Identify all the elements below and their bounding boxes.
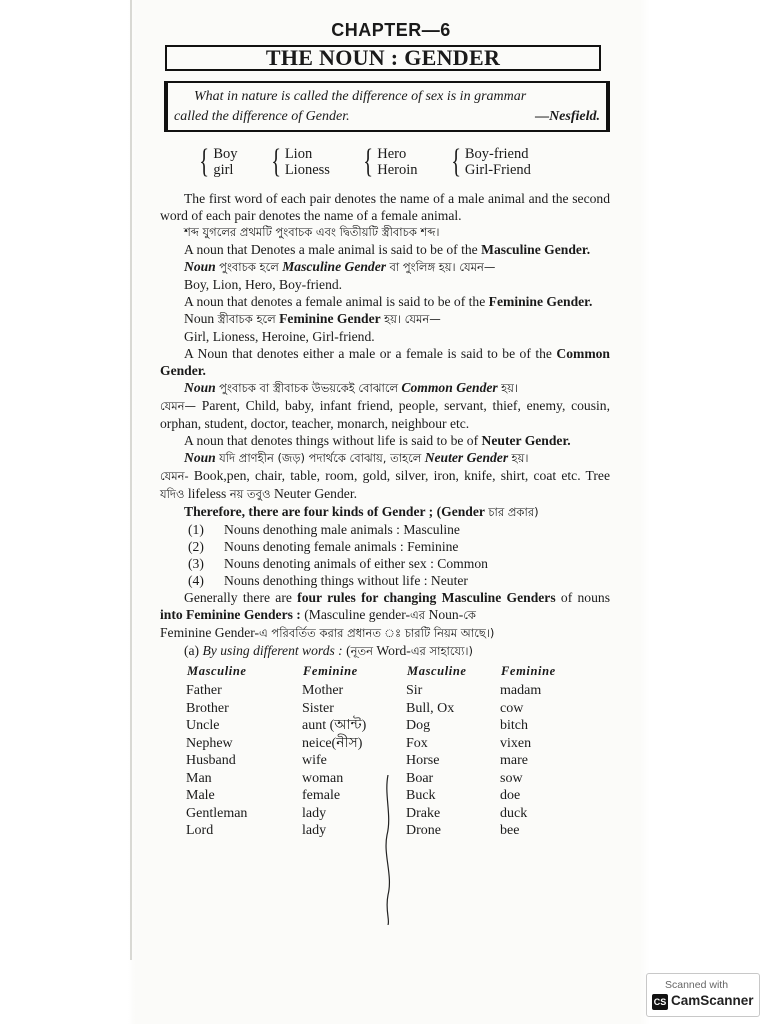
camscanner-logo-icon: CS bbox=[652, 994, 668, 1010]
table-cell: female bbox=[302, 788, 341, 803]
bengali-text: যেমন- bbox=[160, 469, 189, 483]
table-cell: Male bbox=[186, 788, 215, 803]
table-cell: aunt (আন্ট) bbox=[302, 718, 367, 733]
rule-a-heading bbox=[160, 642, 610, 660]
gender-kinds-list bbox=[188, 521, 610, 589]
table-cell: vixen bbox=[500, 735, 532, 751]
rules-text: Word- bbox=[373, 643, 411, 658]
watermark-caption: Scanned with bbox=[665, 979, 729, 991]
neuter-examples bbox=[160, 467, 610, 503]
quote-line-1: What in nature is called the difference of sex is in grammar bbox=[194, 89, 527, 104]
list-item bbox=[188, 521, 610, 538]
rules-text: ( bbox=[342, 643, 351, 658]
paragraph-common-bengali bbox=[160, 379, 610, 397]
document-page bbox=[160, 18, 610, 840]
pair-male: Lion bbox=[284, 146, 313, 162]
rule-label: (a) bbox=[184, 643, 203, 658]
camscanner-watermark bbox=[646, 973, 760, 1017]
chapter-heading: CHAPTER—6 bbox=[331, 20, 451, 40]
table-cell: bee bbox=[500, 823, 520, 838]
rules-bold-text: into Feminine Genders : bbox=[160, 607, 301, 622]
table-cell: doe bbox=[500, 788, 521, 803]
pair-male: Hero bbox=[377, 146, 407, 162]
common-examples bbox=[160, 397, 610, 432]
table-row bbox=[186, 682, 592, 700]
feminine-gender-term: Feminine Gender bbox=[279, 311, 381, 326]
common-definition-text: A Noun that denotes either a male or a female is said to be of the bbox=[184, 346, 557, 361]
handdrawn-divider bbox=[382, 775, 394, 925]
list-number: (3) bbox=[188, 556, 204, 571]
noun-term: Noun bbox=[184, 380, 216, 395]
table-cell: Drake bbox=[406, 805, 441, 821]
list-text: Nouns denoting female animals : Feminine bbox=[224, 539, 459, 554]
neuter-examples-text: Neuter Gender. bbox=[273, 486, 357, 501]
gender-term: Gender bbox=[441, 504, 485, 519]
table-row bbox=[186, 700, 592, 718]
table-cell: madam bbox=[500, 683, 542, 698]
bengali-text: এ পরিবর্তিত করার প্রধানত ঃ চারটি নিয়ম আছে।) bbox=[259, 626, 495, 640]
bengali-text: পুংবাচক বা স্ত্রীবাচক উভয়কেই বোঝালে bbox=[219, 381, 399, 395]
list-text: Nouns denothing things without life : Neuter bbox=[224, 573, 468, 588]
bengali-text: এর সাহায্যে।) bbox=[410, 644, 474, 658]
table-cell: Father bbox=[186, 683, 222, 698]
bengali-text: স্ত্রীবাচক হলে bbox=[217, 312, 276, 326]
masculine-definition-text: A noun that Denotes a male animal is said to be of the bbox=[184, 242, 482, 257]
list-item bbox=[188, 572, 610, 589]
list-number: (1) bbox=[188, 522, 204, 537]
column-header: Feminine bbox=[501, 664, 556, 678]
pair-female: Girl-Friend bbox=[464, 162, 531, 178]
column-header: Feminine bbox=[303, 664, 358, 678]
table-header-row bbox=[186, 662, 592, 682]
common-gender-term: Common Gender bbox=[401, 380, 498, 395]
list-item bbox=[188, 538, 610, 555]
bengali-text: পুংবাচক হলে bbox=[219, 260, 279, 274]
table-cell: cow bbox=[500, 700, 524, 716]
table-cell: woman bbox=[302, 770, 344, 786]
brace-glyph: { bbox=[450, 143, 461, 180]
list-number: (2) bbox=[188, 539, 204, 554]
table-cell: sow bbox=[500, 770, 523, 786]
gender-pair bbox=[196, 143, 238, 180]
list-text: Nouns denoting animals of either sex : Common bbox=[224, 556, 488, 571]
brace-glyph: { bbox=[270, 143, 281, 180]
table-cell: Husband bbox=[186, 753, 236, 768]
table-row bbox=[186, 752, 592, 770]
table-cell: Lord bbox=[186, 823, 214, 838]
table-cell: duck bbox=[500, 805, 528, 821]
rules-text: Feminine Gender- bbox=[160, 625, 260, 640]
paragraph-masculine-definition bbox=[160, 241, 610, 258]
paragraph-masculine-bengali bbox=[160, 258, 610, 276]
bengali-text: যেমন— bbox=[160, 399, 197, 413]
quote-line-2: called the difference of Gender. bbox=[174, 109, 350, 124]
gender-pairs bbox=[196, 143, 610, 180]
table-cell: Horse bbox=[406, 753, 440, 768]
paragraph-four-kinds bbox=[160, 503, 610, 521]
table-cell: neice(নীস) bbox=[302, 735, 363, 751]
gender-pair bbox=[448, 143, 531, 180]
noun-term: Noun bbox=[184, 311, 215, 326]
table-cell: Mother bbox=[302, 683, 344, 698]
table-cell: bitch bbox=[500, 718, 528, 733]
table-cell: Fox bbox=[406, 735, 428, 751]
table-cell: lady bbox=[302, 823, 327, 838]
table-cell: Uncle bbox=[186, 718, 220, 733]
rules-text: Noun- bbox=[425, 607, 464, 622]
paragraph-pairs-bengali: শব্দ যুগলের প্রথমটি পুংবাচক এবং দ্বিতীয়টি স্ত্রীবাচক শব্দ। bbox=[184, 225, 440, 239]
quote-attribution: —Nesfield. bbox=[535, 109, 600, 124]
pair-female: Lioness bbox=[284, 162, 330, 178]
table-cell: Buck bbox=[406, 788, 436, 803]
bengali-text: চার প্রকার) bbox=[488, 505, 539, 519]
paragraph-pairs-explanation: The first word of each pair denotes the name of a male animal and the second word of each pair denotes the name of a female animal. bbox=[160, 191, 610, 223]
common-gender-term: Common Gender. bbox=[160, 346, 610, 378]
paragraph-feminine-definition bbox=[160, 293, 610, 310]
bengali-text: বা পুংলিঙ্গ হয়। যেমন— bbox=[389, 260, 496, 274]
table-cell: Boar bbox=[406, 770, 434, 786]
rules-text: of nouns bbox=[555, 590, 610, 605]
quote-box bbox=[164, 81, 610, 132]
masculine-gender-term: Masculine Gender. bbox=[481, 242, 591, 257]
paragraph-neuter-bengali bbox=[160, 449, 610, 467]
rule-a-title: By using different words : bbox=[202, 643, 343, 658]
rules-bold-text: four rules for changing Masculine Genders bbox=[297, 590, 556, 605]
quote-line-2-row bbox=[174, 107, 600, 127]
bengali-text: কে bbox=[463, 608, 476, 622]
pair-female: Heroin bbox=[377, 162, 418, 178]
list-number: (4) bbox=[188, 573, 204, 588]
bengali-text: এর bbox=[410, 608, 426, 622]
table-cell: Bull, Ox bbox=[406, 700, 455, 716]
table-cell: mare bbox=[500, 753, 528, 768]
table-cell: Nephew bbox=[186, 735, 233, 751]
pair-female: girl bbox=[213, 162, 234, 178]
bengali-text: নয় তবুও bbox=[229, 487, 271, 501]
masculine-gender-term: Masculine Gender bbox=[282, 259, 387, 274]
column-header: Masculine bbox=[407, 664, 467, 678]
table-cell: Drone bbox=[406, 823, 441, 838]
noun-term: Noun bbox=[184, 259, 216, 274]
common-examples-text: Parent, Child, baby, infant friend, people, servant, thief, enemy, cousin, orphan, student, doctor, teacher, monarch, neighbour etc. bbox=[160, 398, 610, 431]
neuter-examples-text: Book,pen, chair, table, room, gold, silver, iron, knife, shirt, coat etc. Tree bbox=[193, 468, 610, 483]
table-cell: Brother bbox=[186, 700, 229, 716]
feminine-gender-term: Feminine Gender. bbox=[488, 294, 593, 309]
table-cell: Dog bbox=[406, 718, 431, 733]
brace-glyph: { bbox=[199, 143, 210, 180]
table-row bbox=[186, 717, 592, 735]
table-cell: Man bbox=[186, 770, 212, 786]
column-header: Masculine bbox=[187, 664, 247, 678]
pair-male: Boy-friend bbox=[464, 146, 529, 162]
list-item bbox=[188, 555, 610, 572]
table-cell: Gentleman bbox=[186, 805, 248, 821]
list-text: Nouns denothing male animals : Masculine bbox=[224, 522, 460, 537]
masculine-examples: Boy, Lion, Hero, Boy-friend. bbox=[184, 277, 343, 292]
paragraph-neuter-definition bbox=[160, 432, 610, 449]
bengali-text: হয়। bbox=[511, 451, 529, 465]
rules-text: Generally there are bbox=[184, 590, 298, 605]
page-spine-line bbox=[130, 0, 132, 960]
rules-text: (Masculine gender- bbox=[300, 607, 411, 622]
gender-pair bbox=[268, 143, 330, 180]
table-cell: lady bbox=[302, 805, 327, 821]
four-kinds-heading: Therefore, there are four kinds of Gender ; ( bbox=[184, 504, 442, 519]
neuter-definition-text: A noun that denotes things without life is said to be of bbox=[184, 433, 482, 448]
feminine-definition-text: A noun that denotes a female animal is said to be of the bbox=[184, 294, 489, 309]
table-row bbox=[186, 735, 592, 753]
bengali-text: হয়। যেমন— bbox=[384, 312, 441, 326]
noun-term: Noun bbox=[184, 450, 216, 465]
brace-glyph: { bbox=[363, 143, 373, 180]
bengali-text: নূতন bbox=[350, 644, 374, 658]
table-cell: Sister bbox=[302, 700, 334, 716]
gender-pair bbox=[360, 143, 418, 180]
feminine-examples: Girl, Lioness, Heroine, Girl-friend. bbox=[184, 329, 375, 344]
bengali-text: যদিও bbox=[160, 487, 185, 501]
table-cell: Sir bbox=[406, 683, 423, 698]
neuter-gender-term: Neuter Gender bbox=[424, 450, 509, 465]
watermark-brand: CamScanner bbox=[671, 993, 754, 1008]
pair-male: Boy bbox=[213, 146, 238, 162]
neuter-gender-term: Neuter Gender. bbox=[481, 433, 571, 448]
page-title: THE NOUN : GENDER bbox=[165, 45, 601, 71]
neuter-examples-text: lifeless bbox=[187, 486, 227, 501]
bengali-text: যদি প্রাণহীন (জড়) পদার্থকে বোঝায়, তাহলে bbox=[219, 451, 422, 465]
paragraph-feminine-bengali bbox=[160, 310, 610, 328]
paragraph-common-definition bbox=[160, 345, 610, 379]
table-cell: wife bbox=[302, 753, 327, 768]
bengali-text: হয়। bbox=[501, 381, 519, 395]
paragraph-rules-continued bbox=[160, 624, 610, 642]
paragraph-rules bbox=[160, 589, 610, 624]
